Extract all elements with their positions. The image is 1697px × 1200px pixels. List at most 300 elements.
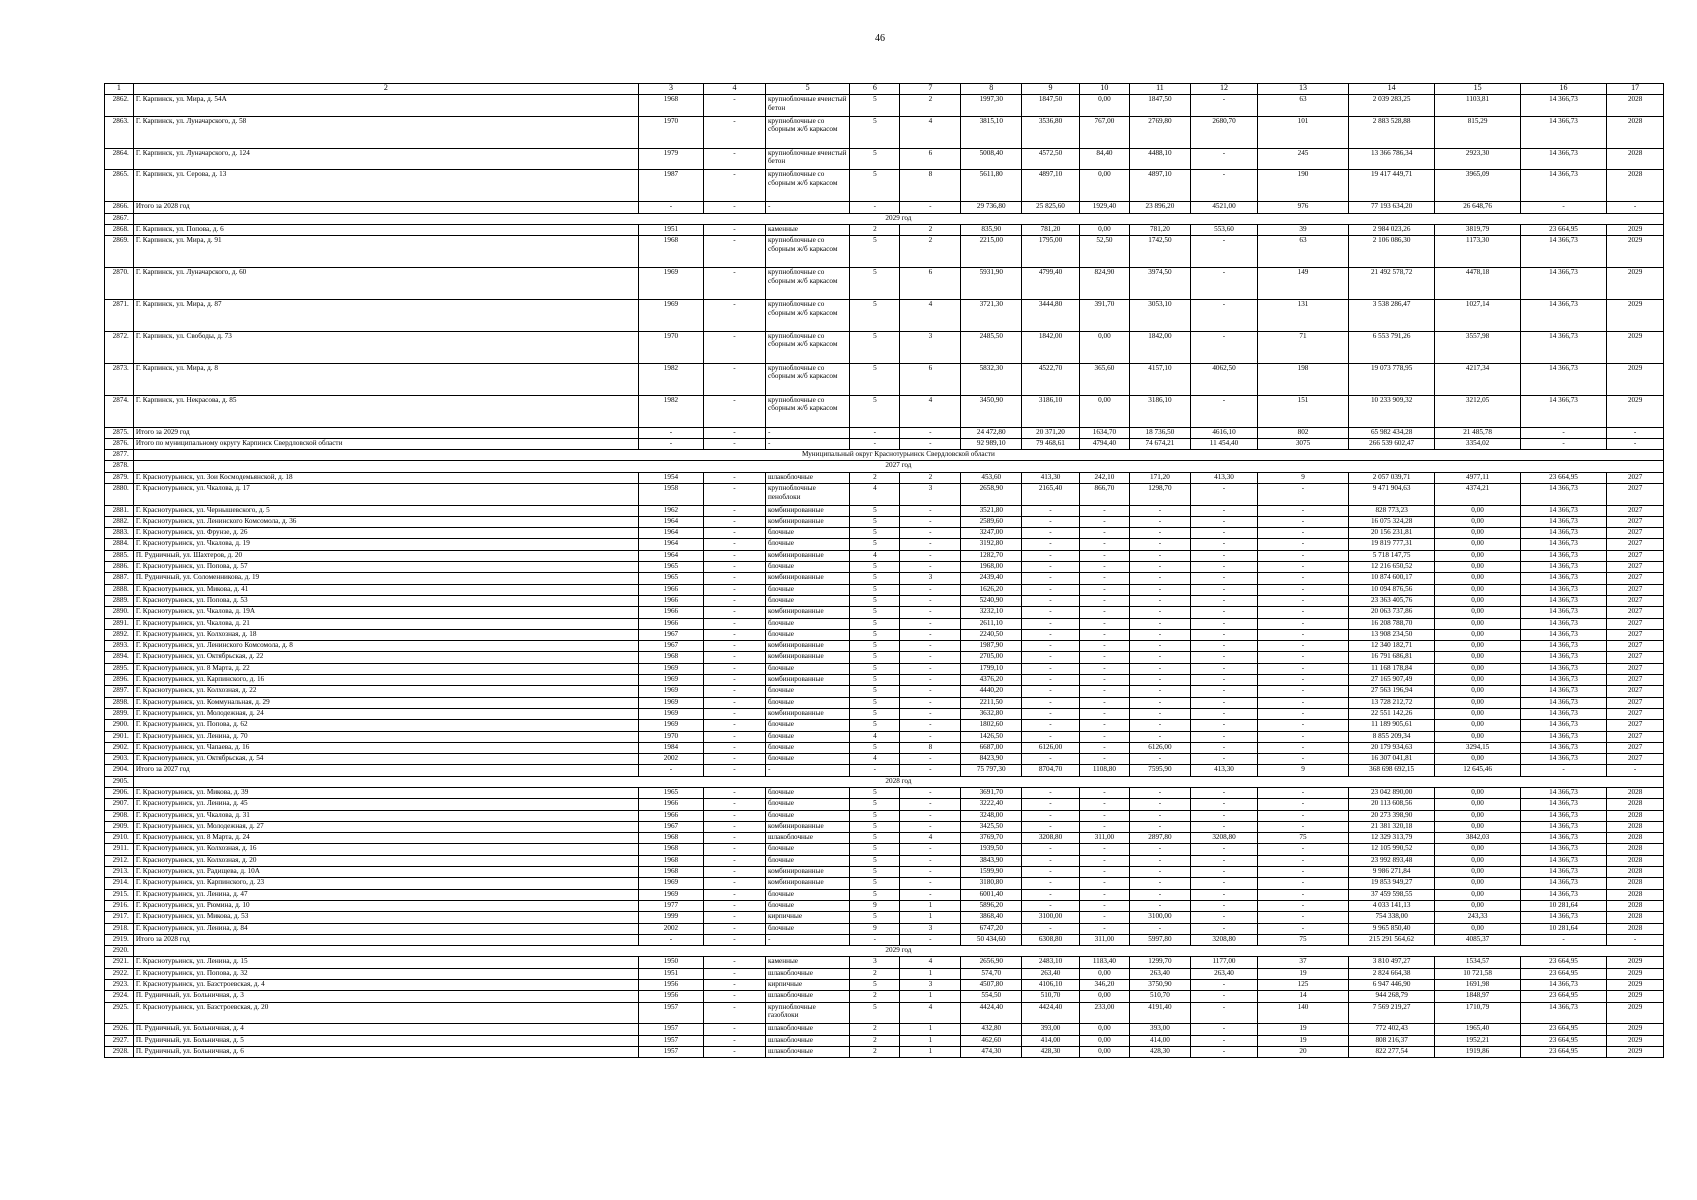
table-cell: -: [1258, 799, 1349, 810]
row-number: 2894.: [105, 652, 134, 663]
row-number: 2909.: [105, 821, 134, 832]
table-cell: -: [1130, 675, 1191, 686]
table-cell: -: [704, 980, 766, 991]
table-cell: -: [1190, 573, 1257, 584]
table-cell: 5: [850, 573, 900, 584]
table-cell: 6687,00: [961, 742, 1022, 753]
table-cell: 510,70: [1022, 991, 1080, 1002]
table-cell: -: [1607, 427, 1664, 438]
table-cell: 14 366,73: [1520, 1002, 1606, 1024]
row-number: 2921.: [105, 957, 134, 968]
section-title: 2027 год: [133, 461, 1663, 472]
table-cell: 2027: [1607, 607, 1664, 618]
table-cell: 0,00: [1435, 652, 1520, 663]
table-cell: 2: [850, 224, 900, 235]
table-cell: -: [900, 765, 961, 776]
table-cell: 2028: [1607, 810, 1664, 821]
table-cell: 266 539 602,47: [1348, 438, 1434, 449]
table-cell: 16 307 041,81: [1348, 754, 1434, 765]
table-cell: 3632,80: [961, 708, 1022, 719]
table-cell: -: [1130, 720, 1191, 731]
table-row: [105, 550, 1664, 561]
table-cell: 1969: [638, 720, 703, 731]
column-header-cell: 9: [1022, 84, 1080, 95]
table-row: [105, 618, 1664, 629]
table-cell: 2029: [1607, 299, 1664, 331]
table-cell: 3192,80: [961, 539, 1022, 550]
table-row: [105, 268, 1664, 300]
table-cell: 14 366,73: [1520, 539, 1606, 550]
table-cell: 0,00: [1079, 331, 1129, 363]
table-cell: -: [1022, 562, 1080, 573]
table-cell: -: [900, 889, 961, 900]
table-cell: 3819,79: [1435, 224, 1520, 235]
table-cell: -: [1022, 641, 1080, 652]
row-number: 2863.: [105, 116, 134, 148]
table-cell: -: [1022, 810, 1080, 821]
table-cell: 5: [850, 980, 900, 991]
table-cell: 0,00: [1435, 539, 1520, 550]
table-cell: 2029: [1607, 1035, 1664, 1046]
table-cell: -: [1130, 867, 1191, 878]
table-cell: -: [1130, 844, 1191, 855]
table-cell: 3294,15: [1435, 742, 1520, 753]
table-cell: 23 664,95: [1520, 957, 1606, 968]
table-cell: -: [900, 675, 961, 686]
table-cell: -: [900, 720, 961, 731]
table-cell: 4897,10: [1022, 170, 1080, 202]
table-cell: 3425,50: [961, 821, 1022, 832]
table-cell: 808 216,37: [1348, 1035, 1434, 1046]
table-cell: 2: [850, 1035, 900, 1046]
table-cell: 0,00: [1435, 562, 1520, 573]
table-cell: -: [704, 573, 766, 584]
table-cell: 14 366,73: [1520, 573, 1606, 584]
row-number: 2927.: [105, 1035, 134, 1046]
table-cell: 3212,05: [1435, 395, 1520, 427]
column-header-cell: 12: [1190, 84, 1257, 95]
table-cell: блочные: [765, 810, 849, 821]
address-cell: Г. Краснотурьинск, ул. Базстроевская, д. 20: [133, 1002, 638, 1024]
table-cell: 12 340 182,71: [1348, 641, 1434, 652]
row-number: 2891.: [105, 618, 134, 629]
table-cell: 6: [900, 148, 961, 170]
table-cell: 1969: [638, 697, 703, 708]
table-cell: 1929,40: [1079, 202, 1129, 213]
table-cell: 1: [900, 1035, 961, 1046]
table-cell: блочные: [765, 697, 849, 708]
table-cell: 14 366,73: [1520, 675, 1606, 686]
table-cell: -: [1190, 991, 1257, 1002]
address-cell: Г. Краснотурьинск, ул. Ленинского Комсомола, д. 36: [133, 516, 638, 527]
table-row: [105, 675, 1664, 686]
column-header-cell: 15: [1435, 84, 1520, 95]
table-cell: 27 563 196,94: [1348, 686, 1434, 697]
table-cell: 0,00: [1435, 629, 1520, 640]
table-cell: 14 366,73: [1520, 395, 1606, 427]
table-cell: 9: [1258, 472, 1349, 483]
table-cell: -: [1258, 539, 1349, 550]
table-cell: 2029: [1607, 268, 1664, 300]
table-cell: 1969: [638, 675, 703, 686]
table-cell: -: [900, 799, 961, 810]
table-cell: блочные: [765, 663, 849, 674]
table-cell: -: [704, 299, 766, 331]
table-cell: -: [900, 618, 961, 629]
table-row: [105, 991, 1664, 1002]
row-number: 2880.: [105, 483, 134, 505]
table-cell: шлакоблочные: [765, 472, 849, 483]
table-cell: -: [850, 427, 900, 438]
table-cell: 1957: [638, 1002, 703, 1024]
table-cell: 10 281,64: [1520, 923, 1606, 934]
table-cell: 52,50: [1079, 236, 1129, 268]
table-cell: -: [900, 505, 961, 516]
table-cell: 5: [850, 889, 900, 900]
table-cell: -: [704, 641, 766, 652]
table-cell: -: [900, 844, 961, 855]
table-cell: блочные: [765, 731, 849, 742]
table-cell: 802: [1258, 427, 1349, 438]
row-number: 2892.: [105, 629, 134, 640]
table-cell: -: [704, 923, 766, 934]
table-cell: 0,00: [1435, 720, 1520, 731]
table-cell: -: [1079, 539, 1129, 550]
table-cell: крупноблочные со сборным ж/б каркасом: [765, 331, 849, 363]
table-cell: -: [1130, 652, 1191, 663]
address-cell: Г. Карпинск, ул. Луначарского, д. 58: [133, 116, 638, 148]
table-cell: -: [1079, 697, 1129, 708]
table-cell: -: [1130, 629, 1191, 640]
table-cell: -: [704, 618, 766, 629]
table-cell: 3444,80: [1022, 299, 1080, 331]
table-cell: 2: [900, 95, 961, 117]
table-cell: -: [704, 697, 766, 708]
table-cell: 5: [850, 95, 900, 117]
table-cell: 0,00: [1435, 686, 1520, 697]
table-cell: 20 273 398,90: [1348, 810, 1434, 821]
table-cell: -: [1079, 618, 1129, 629]
table-cell: крупноблочные со сборным ж/б каркасом: [765, 363, 849, 395]
table-cell: 2029: [1607, 1046, 1664, 1057]
table-cell: 8704,70: [1022, 765, 1080, 776]
table-cell: 0,00: [1435, 618, 1520, 629]
table-cell: 2027: [1607, 550, 1664, 561]
table-cell: 4794,40: [1079, 438, 1129, 449]
table-cell: -: [1258, 697, 1349, 708]
table-cell: -: [1130, 562, 1191, 573]
table-cell: 1965,40: [1435, 1024, 1520, 1035]
table-cell: 151: [1258, 395, 1349, 427]
section-title: 2028 год: [133, 776, 1663, 787]
table-row: [105, 731, 1664, 742]
table-cell: 1: [900, 1046, 961, 1057]
table-cell: 5 718 147,75: [1348, 550, 1434, 561]
table-cell: 3186,10: [1022, 395, 1080, 427]
table-cell: 828 773,23: [1348, 505, 1434, 516]
table-cell: 74 674,21: [1130, 438, 1191, 449]
table-cell: 5: [850, 595, 900, 606]
row-number: 2911.: [105, 844, 134, 855]
table-cell: 1847,50: [1022, 95, 1080, 117]
table-cell: 23 992 893,48: [1348, 855, 1434, 866]
table-cell: 14 366,73: [1520, 754, 1606, 765]
table-cell: блочные: [765, 618, 849, 629]
row-number: 2874.: [105, 395, 134, 427]
row-number: 2895.: [105, 663, 134, 674]
table-cell: -: [704, 516, 766, 527]
table-cell: 2029: [1607, 363, 1664, 395]
column-header-cell: 8: [961, 84, 1022, 95]
section-header-row: [105, 461, 1664, 472]
table-cell: 19 819 777,31: [1348, 539, 1434, 550]
row-number: 2885.: [105, 550, 134, 561]
table-cell: 510,70: [1130, 991, 1191, 1002]
table-cell: -: [900, 788, 961, 799]
table-cell: 414,00: [1022, 1035, 1080, 1046]
table-cell: -: [1022, 844, 1080, 855]
row-number: 2887.: [105, 573, 134, 584]
table-cell: 4: [900, 1002, 961, 1024]
table-cell: 263,40: [1130, 968, 1191, 979]
table-cell: -: [704, 268, 766, 300]
table-cell: -: [765, 438, 849, 449]
table-cell: блочные: [765, 595, 849, 606]
table-cell: -: [1190, 900, 1257, 911]
table-cell: -: [1022, 867, 1080, 878]
table-cell: 2211,50: [961, 697, 1022, 708]
table-cell: -: [1258, 652, 1349, 663]
table-cell: -: [1079, 844, 1129, 855]
row-number: 2926.: [105, 1024, 134, 1035]
table-cell: 1970: [638, 731, 703, 742]
table-row: [105, 607, 1664, 618]
table-cell: 71: [1258, 331, 1349, 363]
table-cell: -: [1258, 878, 1349, 889]
table-cell: 21 492 578,72: [1348, 268, 1434, 300]
table-cell: -: [1190, 595, 1257, 606]
table-cell: 1997,30: [961, 95, 1022, 117]
table-cell: -: [1130, 878, 1191, 889]
table-cell: 1964: [638, 539, 703, 550]
table-cell: 2028: [1607, 867, 1664, 878]
table-cell: -: [1190, 675, 1257, 686]
table-cell: крупноблочные со сборным ж/б каркасом: [765, 116, 849, 148]
table-cell: 50 434,60: [961, 934, 1022, 945]
table-cell: 5: [850, 363, 900, 395]
table-cell: 75 797,30: [961, 765, 1022, 776]
table-row: [105, 742, 1664, 753]
table-cell: -: [1079, 629, 1129, 640]
row-number: 2917.: [105, 912, 134, 923]
table-cell: комбинированные: [765, 641, 849, 652]
table-cell: -: [900, 810, 961, 821]
table-cell: 2029: [1607, 331, 1664, 363]
table-cell: -: [1079, 663, 1129, 674]
table-cell: 2658,90: [961, 483, 1022, 505]
table-cell: -: [1258, 742, 1349, 753]
table-cell: кирпичные: [765, 912, 849, 923]
table-cell: 3208,80: [1190, 934, 1257, 945]
table-cell: -: [1258, 810, 1349, 821]
table-cell: 428,30: [1130, 1046, 1191, 1057]
table-cell: 1965: [638, 562, 703, 573]
table-cell: 1: [900, 1024, 961, 1035]
table-cell: 3557,98: [1435, 331, 1520, 363]
address-cell: Г. Краснотурьинск, ул. Колхозная, д. 16: [133, 844, 638, 855]
table-cell: 92 989,10: [961, 438, 1022, 449]
table-cell: -: [1190, 923, 1257, 934]
address-cell: Г. Карпинск, ул. Мира, д. 54А: [133, 95, 638, 117]
table-cell: -: [1258, 686, 1349, 697]
table-cell: 0,00: [1079, 1024, 1129, 1035]
table-cell: 2027: [1607, 516, 1664, 527]
table-cell: блочные: [765, 539, 849, 550]
table-cell: -: [1022, 900, 1080, 911]
table-cell: 754 338,00: [1348, 912, 1434, 923]
table-cell: 4085,37: [1435, 934, 1520, 945]
table-cell: крупноблочные со сборным ж/б каркасом: [765, 268, 849, 300]
table-row: [105, 686, 1664, 697]
table-cell: -: [1258, 912, 1349, 923]
table-cell: 3100,00: [1130, 912, 1191, 923]
row-number: 2881.: [105, 505, 134, 516]
table-cell: 432,80: [961, 1024, 1022, 1035]
table-cell: 14 366,73: [1520, 116, 1606, 148]
table-cell: -: [1079, 675, 1129, 686]
table-cell: 16 791 686,81: [1348, 652, 1434, 663]
table-cell: 0,00: [1435, 595, 1520, 606]
address-cell: Г. Краснотурьинск, ул. Колхозная, д. 20: [133, 855, 638, 866]
table-cell: блочные: [765, 562, 849, 573]
page-number: 46: [875, 33, 885, 44]
table-cell: 10 281,64: [1520, 900, 1606, 911]
table-cell: 4616,10: [1190, 427, 1257, 438]
table-cell: 4522,70: [1022, 363, 1080, 395]
table-cell: -: [1130, 641, 1191, 652]
table-cell: -: [704, 788, 766, 799]
row-number: 2865.: [105, 170, 134, 202]
table-cell: 462,60: [961, 1035, 1022, 1046]
table-cell: 2002: [638, 923, 703, 934]
address-cell: Итого за 2028 год: [133, 202, 638, 213]
table-cell: 14 366,73: [1520, 629, 1606, 640]
table-cell: -: [704, 170, 766, 202]
table-cell: 14: [1258, 991, 1349, 1002]
table-row: [105, 562, 1664, 573]
row-number: 2897.: [105, 686, 134, 697]
table-cell: 14 366,73: [1520, 686, 1606, 697]
table-cell: 23 664,95: [1520, 968, 1606, 979]
table-cell: -: [1079, 788, 1129, 799]
table-cell: 23 896,20: [1130, 202, 1191, 213]
table-cell: 5: [850, 1002, 900, 1024]
table-body: [105, 84, 1664, 1058]
table-cell: -: [1079, 562, 1129, 573]
table-row: [105, 528, 1664, 539]
table-cell: -: [900, 539, 961, 550]
row-number: 2883.: [105, 528, 134, 539]
table-cell: -: [1258, 821, 1349, 832]
table-cell: 19 853 949,27: [1348, 878, 1434, 889]
table-cell: 5: [850, 116, 900, 148]
table-cell: -: [900, 641, 961, 652]
section-header-row: [105, 213, 1664, 224]
table-cell: 1964: [638, 516, 703, 527]
table-cell: -: [704, 731, 766, 742]
table-cell: -: [1022, 652, 1080, 663]
table-cell: 3843,90: [961, 855, 1022, 866]
table-cell: -: [1258, 562, 1349, 573]
table-cell: -: [1022, 923, 1080, 934]
table-cell: 0,00: [1435, 663, 1520, 674]
table-cell: 14 366,73: [1520, 652, 1606, 663]
table-cell: 1919,86: [1435, 1046, 1520, 1057]
table-cell: блочные: [765, 889, 849, 900]
table-cell: 2: [850, 1046, 900, 1057]
table-cell: 835,90: [961, 224, 1022, 235]
table-cell: каменные: [765, 957, 849, 968]
table-cell: 2027: [1607, 505, 1664, 516]
table-cell: 14 366,73: [1520, 867, 1606, 878]
table-cell: 1987,90: [961, 641, 1022, 652]
table-cell: -: [1607, 438, 1664, 449]
row-number: 2888.: [105, 584, 134, 595]
table-cell: 2028: [1607, 889, 1664, 900]
section-title: 2029 год: [133, 213, 1663, 224]
row-number: 2920.: [105, 946, 134, 957]
table-cell: 84,40: [1079, 148, 1129, 170]
table-cell: -: [900, 934, 961, 945]
table-cell: 0,00: [1079, 224, 1129, 235]
row-number: 2913.: [105, 867, 134, 878]
table-cell: 0,00: [1435, 889, 1520, 900]
table-cell: 1966: [638, 607, 703, 618]
table-cell: 11 454,40: [1190, 438, 1257, 449]
section-header-row: [105, 450, 1664, 461]
table-cell: 1964: [638, 528, 703, 539]
table-cell: 1103,81: [1435, 95, 1520, 117]
table-cell: 3750,90: [1130, 980, 1191, 991]
table-cell: 2028: [1607, 912, 1664, 923]
table-cell: -: [704, 427, 766, 438]
table-cell: шлакоблочные: [765, 1035, 849, 1046]
table-cell: 5997,80: [1130, 934, 1191, 945]
table-cell: 3965,09: [1435, 170, 1520, 202]
column-header-cell: 5: [765, 84, 849, 95]
table-cell: 1957: [638, 1046, 703, 1057]
table-cell: 0,00: [1435, 810, 1520, 821]
table-cell: 2611,10: [961, 618, 1022, 629]
table-cell: 5: [850, 697, 900, 708]
table-cell: -: [704, 878, 766, 889]
row-number: 2872.: [105, 331, 134, 363]
table-cell: -: [1130, 573, 1191, 584]
table-cell: 428,30: [1022, 1046, 1080, 1057]
table-cell: -: [704, 754, 766, 765]
table-cell: -: [1607, 765, 1664, 776]
table-cell: -: [704, 607, 766, 618]
table-cell: 14 366,73: [1520, 562, 1606, 573]
table-cell: -: [704, 991, 766, 1002]
row-number: 2922.: [105, 968, 134, 979]
table-cell: 0,00: [1435, 505, 1520, 516]
table-cell: 14 366,73: [1520, 810, 1606, 821]
table-cell: 0,00: [1079, 1046, 1129, 1057]
table-cell: шлакоблочные: [765, 833, 849, 844]
row-number: 2916.: [105, 900, 134, 911]
table-cell: -: [704, 595, 766, 606]
